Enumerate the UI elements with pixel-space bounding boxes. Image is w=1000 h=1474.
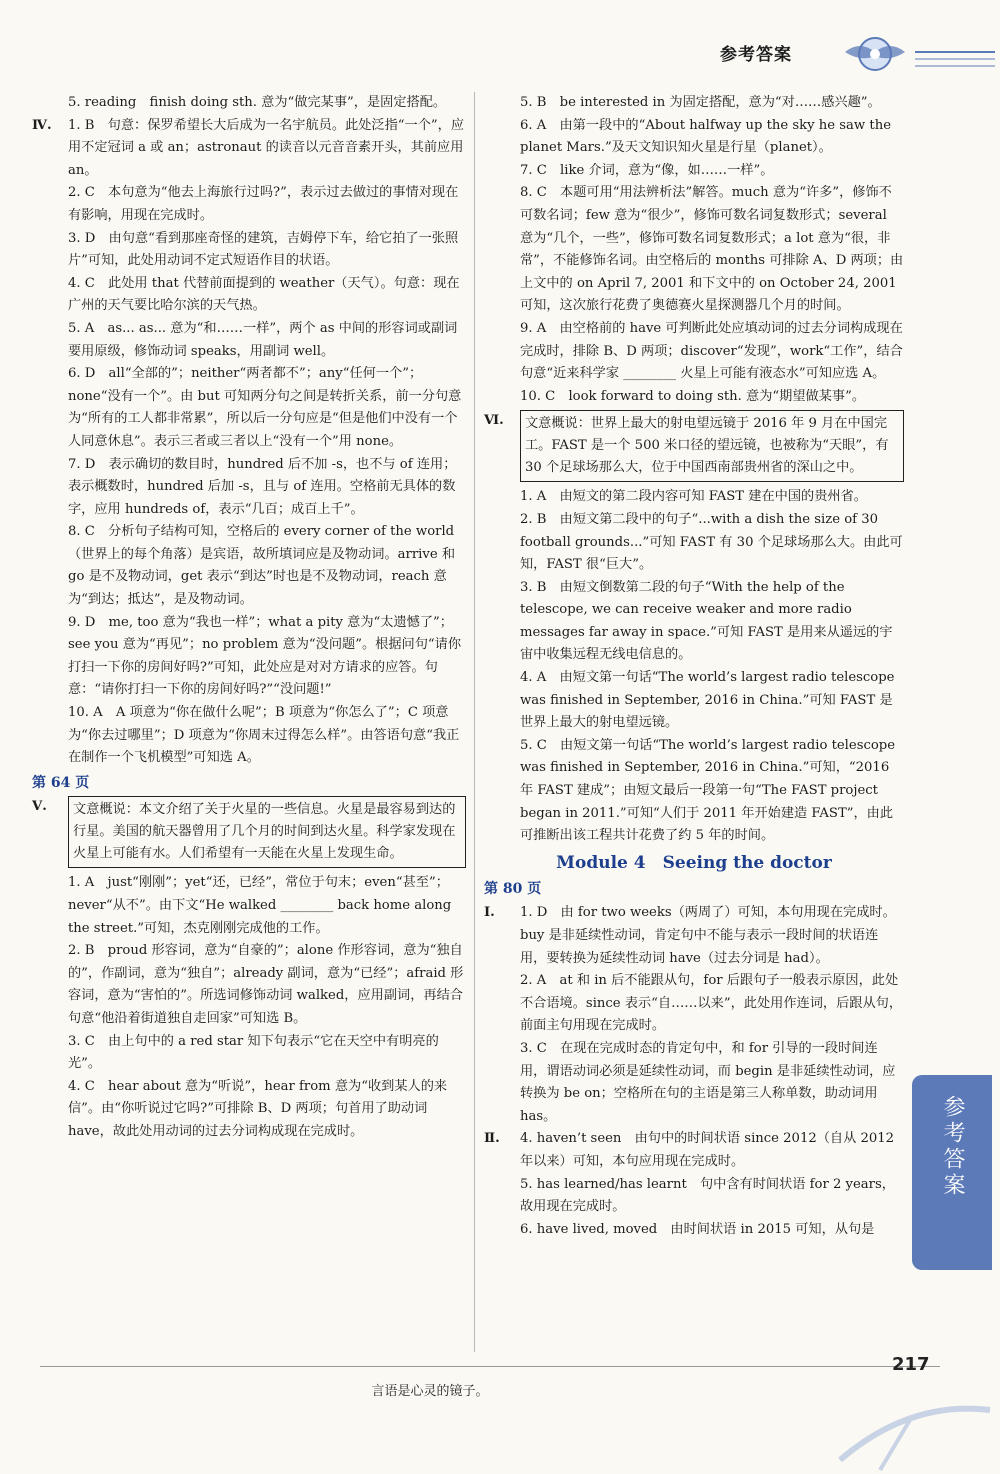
page-reference: 第 80 页	[484, 880, 542, 897]
answer-text: 8. C 分析句子结构可知，空格后的 every corner of the world（世界上的每个角落）是宾语，故所填词应是及物动词。arrive 和 go 是不及物动词，get 表示“到达”时也是不及物动词，reach 意为“到达；抵达”，是及物动词。	[68, 524, 460, 608]
answer-text: 3. C 由上句中的 a red star 知下句表示“它在天空中有明亮的光”。	[68, 1033, 439, 1072]
answer-item	[484, 1128, 904, 1173]
answer-text: 5. has learned/has learnt 句中含有时间状语 for 2 years，故用现在完成时。	[520, 1176, 895, 1215]
answer-text: 6. D all“全部的”；neither“两者都不”；any“任何一个”；none“没有一个”。由 but 可知两分句之间是转折关系，前一分句意为“所有的工人都非常累”，所以后一分句应是“但是他们中没有一个人同意休息”。表示三者或三者以上“没有一个”用 none。	[68, 366, 462, 449]
answer-text: 1. A 由短文的第二段内容可知 FAST 建在中国的贵州省。	[520, 489, 867, 505]
summary-block	[32, 796, 466, 868]
answer-text: 4. C 此处用 that 代替前面提到的 weather（天气）。句意：现在广州的天气要比哈尔滨的天气热。	[68, 275, 460, 314]
summary-block	[484, 410, 904, 482]
answer-text: 5. A as... as... 意为“和……一样”，两个 as 中间的形容词或副词要用原级，修饰动词 speaks，用副词 well。	[68, 320, 458, 359]
answer-text: 2. B 由短文第二段中的句子“...with a dish the size of 30 football grounds...”可知 FAST 有 30 个足球场那么大。由此可知，FAST 很“巨大”。	[520, 511, 903, 573]
section-numeral: Ⅵ.	[484, 413, 504, 429]
answer-text: 9. D me, too 意为“我也一样”；what a pity 意为“太遗憾了”；see you 意为“再见”；no problem 意为“没问题”。根据问句“请你打扫一下你的房间好吗?”可知，此处应是对对方请求的应答。句意：“请你打扫一下你的房间好吗?”“没问题!”	[68, 614, 462, 698]
answer-text: 1. B 句意：保罗希望长大后成为一名宇航员。此处泛指“一个”，应用不定冠词 a 或 an；astronaut 的读音以元音音素开头，其前应用 an。	[68, 117, 468, 178]
answer-text: 10. A A 项意为“你在做什么呢”；B 项意为“你怎么了”；C 项意为“你去过哪里”；D 项意为“你周末过得怎么样”。由答语句意“我正在制作一个飞机模型”可知选 A。	[68, 705, 460, 766]
section-numeral: Ⅱ.	[484, 1131, 500, 1147]
answer-item	[32, 92, 466, 115]
answer-item	[484, 577, 904, 667]
answer-text: 4. A 由短文第一句话“The world’s largest radio telescope was finished in September, 2016 in China.”可知 FAST 是世界上最大的射电望远镜。	[520, 670, 899, 731]
page-number: 217	[892, 1354, 930, 1375]
answer-text: 9. A 由空格前的 have 可判断此处应填动词的过去分词构成现在完成时，排除 B、D 两项；discover“发现”，work“工作”，结合句意“近来科学家 ________ 火星上可能有液态水”可知应选 A。	[520, 320, 903, 382]
answer-item	[484, 1038, 904, 1128]
answer-item	[484, 970, 904, 1038]
answer-text: 8. C 本题可用“用法辨析法”解答。much 意为“许多”，修饰不可数名词；few 意为“很少”，修饰可数名词复数形式；several 意为“几个，一些”，修饰可数名词复数形式；a lot 意为“很，非常”，不能修饰名词。由空格后的 months 可排除 A、D 两项；由上文中的 on April 7, 2001 和下文中的 on October 24, 2001 可知，这次旅行花费了奥德赛火星探测器几个月的时间。	[520, 185, 904, 314]
answer-text: 5. C 由短文第一句话“The world’s largest radio telescope was finished in September, 2016 in China.”可知，“2016 年 FAST 建成”；由短文最后一段第一句“The FAST project began in 2011.”可知“人们于 2011 年开始建造 FAST”，由此可推断出该工程共计花费了约 5 年的时间。	[520, 737, 900, 844]
answer-item	[484, 667, 904, 735]
page-header	[700, 38, 1000, 78]
answer-item	[32, 1031, 466, 1076]
answer-item	[32, 115, 466, 183]
answer-item	[32, 182, 466, 227]
answer-item	[484, 1219, 904, 1242]
answer-text: 7. D 表示确切的数目时，hundred 后不加 -s，也不与 of 连用；表示概数时，hundred 后加 -s，且与 of 连用。空格前无具体的数字，应用 hundreds of，表示“几百；成百上千”。	[68, 456, 457, 517]
column-divider	[474, 92, 475, 1352]
footer-motto: 言语是心灵的镜子。	[371, 1384, 489, 1399]
emblem-icon	[840, 32, 910, 76]
module-title: Module 4 Seeing the doctor	[556, 852, 832, 873]
answer-text: 4. C hear about 意为“听说”，hear from 意为“收到某人的来信”。由“你听说过它吗?”可排除 B、D 两项；句首用了助动词 have，故此处用动词的过去分词构成现在完成时。	[68, 1078, 448, 1139]
right-column	[484, 92, 904, 1241]
answer-item	[32, 454, 466, 522]
answer-text: 3. B 由短文倒数第二段的句子“With the help of the telescope, we can receive weaker and more radio messages far away in space.”可知 FAST 是用来从遥远的宇宙中收集远程无线电信息的。	[520, 579, 893, 663]
answer-item	[32, 521, 466, 611]
answer-item	[484, 386, 904, 409]
answer-text: 10. C look forward to doing sth. 意为“期望做某事”。	[520, 388, 866, 404]
answer-item	[484, 160, 904, 183]
answer-text: 3. D 由句意“看到那座奇怪的建筑，吉姆停下车，给它拍了一张照片”可知，此处用动词不定式短语作目的状语。	[68, 230, 459, 269]
answer-text: 2. B proud 形容词，意为“自豪的”；alone 作形容词，意为“独自的”，作副词，意为“独自”；already 副词，意为“已经”；afraid 形容词，意为“害怕的”。所选词修饰动词 walked，应用副词，再结合句意“他沿着街道独自走回家”可知选 B。	[68, 943, 464, 1026]
summary-text: 文意概说：本文介绍了关于火星的一些信息。火星是最容易到达的行星。美国的航天器曾用了几个月的时间到达火星。科学家发现在火星上可能有水。人们希望有一天能在火星上发现生命。	[68, 796, 466, 868]
summary-text: 文意概说：世界上最大的射电望远镜于 2016 年 9 月在中国完工。FAST 是一个 500 米口径的望远镜，也被称为“天眼”，有 30 个足球场那么大，位于中国西南部贵州省的深山之中。	[520, 410, 904, 482]
answer-text: 1. D 由 for two weeks（两周了）可知，本句用现在完成时。buy 是非延续性动词，肯定句中不能与表示一段时间的状语连用，要转换为延续性动词 have（过去分词是 had）。	[520, 905, 896, 966]
answer-text: 3. C 在现在完成时态的肯定句中，和 for 引导的一段时间连用，谓语动词必须是延续性动词，而 begin 是非延续性动词，应转换为 be on；空格所在句的主语是第三人称单数，助动词用 has。	[520, 1040, 896, 1124]
answer-item	[32, 702, 466, 770]
answer-item	[484, 1174, 904, 1219]
answer-item	[484, 318, 904, 386]
answer-item	[32, 318, 466, 363]
section-numeral: Ⅰ.	[484, 905, 495, 921]
answer-item	[32, 1076, 466, 1144]
watermark-logo	[820, 1380, 1000, 1474]
answer-item	[484, 486, 904, 509]
answer-text: 7. C like 介词，意为“像，如……一样”。	[520, 162, 774, 178]
answer-item	[484, 115, 904, 160]
side-tab-label: 参考答案	[940, 1095, 965, 1199]
answer-item	[32, 940, 466, 1030]
answer-text: 6. A 由第一段中的“About halfway up the sky he saw the planet Mars.”及天文知识知火星是行星（planet）。	[520, 117, 896, 156]
answer-item	[484, 182, 904, 318]
header-title: 参考答案	[720, 45, 792, 65]
answer-item	[484, 92, 904, 115]
answer-item	[32, 612, 466, 702]
section-numeral: Ⅳ.	[32, 117, 52, 133]
answer-text: 5. reading finish doing sth. 意为“做完某事”，是固定搭配。	[68, 95, 447, 110]
answer-item	[32, 273, 466, 318]
answer-text: 1. A just“刚刚”；yet“还，已经”，常位于句末；even“甚至”；never“从不”。由下文“He walked ________ back home along the street.”可知，杰克刚刚完成他的工作。	[68, 875, 456, 936]
answer-item	[484, 509, 904, 577]
answer-item	[484, 902, 904, 970]
answer-text: 4. haven’t seen 由句中的时间状语 since 2012（自从 2012 年以来）可知，本句应用现在完成时。	[520, 1131, 899, 1169]
footer-rule	[40, 1366, 940, 1367]
left-column	[32, 92, 466, 1144]
answer-item	[32, 872, 466, 940]
answer-item	[32, 228, 466, 273]
answer-text: 6. have lived, moved 由时间状语 in 2015 可知，从句是	[520, 1221, 875, 1237]
page-reference: 第 64 页	[32, 774, 90, 791]
header-decoration	[915, 48, 995, 72]
answer-text: 2. A at 和 in 后不能跟从句，for 后跟句子一般表示原因，此处不合语境。since 表示“自……以来”，此处用作连词，后跟从句，前面主句用现在完成时。	[520, 973, 903, 1034]
answer-item	[484, 735, 904, 848]
answer-text: 5. B be interested in 为固定搭配，意为“对……感兴趣”。	[520, 95, 881, 110]
answer-item	[32, 363, 466, 453]
answer-text: 2. C 本句意为“他去上海旅行过吗?”，表示过去做过的事情对现在有影响，用现在完成时。	[68, 185, 459, 223]
section-numeral: Ⅴ.	[32, 799, 47, 815]
